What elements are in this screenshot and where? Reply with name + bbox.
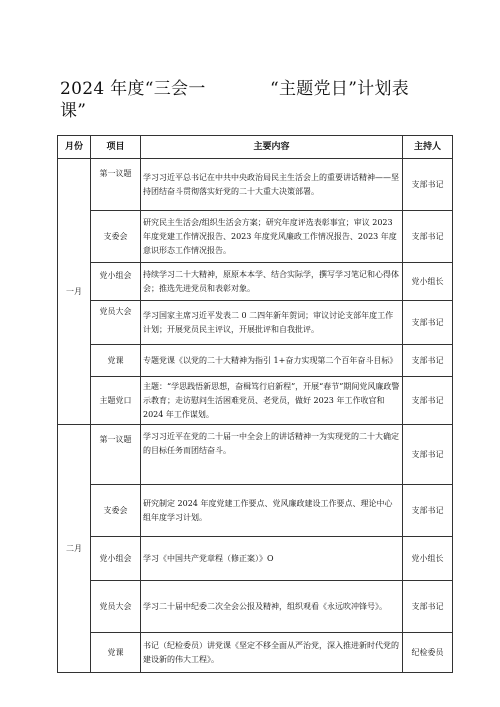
header-item: 项目 [91,136,141,159]
item-cell: 党员大会 [91,581,141,633]
item-cell: 党课 [91,633,141,673]
host-cell: 支部书记 [403,301,453,345]
item-cell: 主题党口 [91,377,141,425]
host-cell: 支部书记 [403,377,453,425]
host-cell: 支部书记 [403,581,453,633]
table-row [58,211,453,263]
table-row [58,485,453,537]
title-line2: 课” [60,101,87,121]
table-row [58,537,453,581]
content-cell: 学习《中国共产党章程（修正案）》O [141,537,403,581]
host-cell: 纪检委员 [403,633,453,673]
host-cell: 支部书记 [403,211,453,263]
item-cell: 第一议题 [91,425,141,485]
table-row [58,425,453,485]
content-cell: 专题党课《以党的二十大精神为指引 1+奋力实现第二个百年奋斗目标》 [141,345,403,377]
item-cell: 党员大会 [91,301,141,345]
table-row [58,581,453,633]
host-cell: 党小组长 [403,263,453,301]
host-cell: 支部书记 [403,425,453,485]
host-cell: 支部书记 [403,485,453,537]
table-row [58,345,453,377]
item-cell: 支委会 [91,485,141,537]
table-row [58,633,453,673]
content-cell: 书记（纪检委员）讲党课《坚定不移全面从严治党，深入推进新时代党的建设新的伟大工程》。 [141,633,403,673]
table-row [58,377,453,425]
content-cell: 研究制定 2024 年度党建工作要点、党风廉政建设工作要点、理论中心组年度学习计划。 [141,485,403,537]
item-cell: 党小组会 [91,537,141,581]
content-cell: 学习二十届中纪委二次全会公报及精神，组织观看《永远吹冲锋号》。 [141,581,403,633]
item-cell: 第一议题 [91,159,141,211]
month-cell: 二月 [58,425,91,673]
table-row [58,301,453,345]
header-month: 月份 [58,136,91,159]
header-host: 主持人 [403,136,453,159]
month-cell: 一月 [58,159,91,425]
title-line1-part1: 2024 年度“三会一 [60,79,206,99]
content-cell: 学习习近平在党的二十届一中全会上的讲话精神一为实现党的二十大确定的目标任务而团结奋斗。 [141,425,403,485]
content-cell: 学习习近平总书记在中共中央政治局民主生活会上的重要讲话精神——坚持团结奋斗贯彻落实好党的二十大重大决策部署。 [141,159,403,211]
content-cell: 持续学习二十大精神，原原本本学、结合实际学，撰写学习笔记和心得体会；推选先进党员和表彰对象。 [141,263,403,301]
content-cell: 研究民主生活会/组织生活会方案；研究年度评选表彰事宜；审议 2023 年度党建工作情况报告、2023 年度党风廉政工作情况报告、2023 年度意识形态工作情况报告。 [141,211,403,263]
title-line1-part2: “主题党日”计划表 [270,79,410,99]
content-cell: 学习国家主席习近平发表二 0 二四年新年贺词；审议讨论支部年度工作计划；开展党员民主评议，开展批评和自我批评。 [141,301,403,345]
host-cell: 党小组长 [403,537,453,581]
item-cell: 党小组会 [91,263,141,301]
table-row [58,159,453,211]
content-cell: 主题：“学思践悟新思想，奋楫笃行启新程”，开展“春节”期间党风廉政警示教育；走访慰问生活困难党员、老党员，做好 2023 年工作收官和 2024 年工作谋划。 [141,377,403,425]
host-cell: 支部书记 [403,345,453,377]
header-content: 主要内容 [141,136,403,159]
table-row [58,263,453,301]
table-header-row [58,136,453,159]
plan-table [57,135,453,673]
item-cell: 党课 [91,345,141,377]
item-cell: 支委会 [91,211,141,263]
host-cell: 支部书记 [403,159,453,211]
